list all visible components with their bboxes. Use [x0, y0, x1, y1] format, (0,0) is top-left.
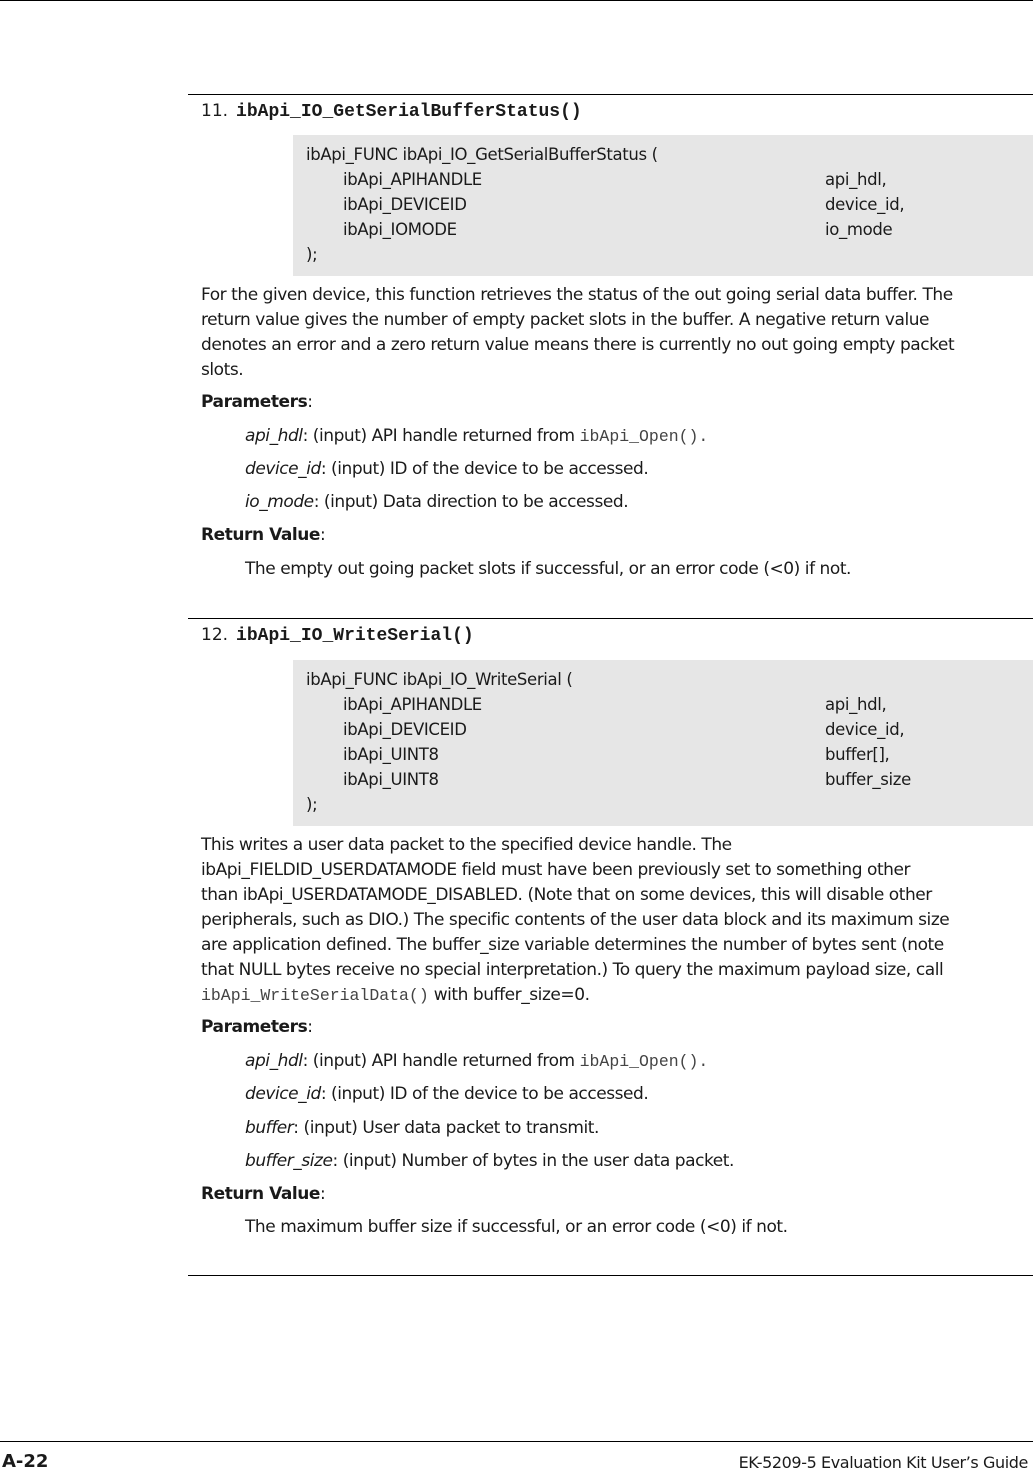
param-type: ibApi_APIHANDLE: [343, 170, 482, 189]
section-divider: [188, 94, 1033, 95]
param-name: device_id,: [825, 195, 905, 214]
signature-param: [306, 742, 1033, 767]
param-name: api_hdl,: [825, 170, 887, 189]
function-heading: [201, 101, 582, 122]
signature-param: [306, 167, 1033, 192]
signature-open: ibApi_FUNC ibApi_IO_WriteSerial (: [306, 670, 573, 689]
section-number: 12.: [201, 625, 229, 645]
code-ref: ibApi_Open().: [579, 1052, 709, 1071]
footer-rule: [0, 1441, 1033, 1442]
top-rule: [0, 0, 1033, 1]
function-signature-box: [293, 660, 1033, 826]
return-value-label: Return Value:: [201, 525, 326, 545]
return-value-text: The empty out going packet slots if successful, or an error code (<0) if not.: [245, 559, 852, 579]
section-number: 11.: [201, 101, 229, 121]
param-description: device_id: (input) ID of the device to be accessed.: [245, 459, 649, 479]
return-value-text: The maximum buffer size if successful, or an error code (<0) if not.: [245, 1217, 788, 1237]
description-line: that NULL bytes receive no special interpretation.) To query the maximum payload size, call: [201, 960, 944, 980]
param-name: device_id: [245, 459, 321, 479]
param-description: buffer: (input) User data packet to transmit.: [245, 1118, 599, 1138]
param-description: api_hdl: (input) API handle returned from ibApi_Open().: [245, 426, 709, 446]
param-name: io_mode: [245, 492, 314, 512]
code-ref: ibApi_WriteSerialData(): [201, 986, 429, 1005]
description-line: For the given device, this function retrieves the status of the out going serial data buffer. The: [201, 285, 953, 305]
signature-param: [306, 767, 1033, 792]
signature-param: [306, 217, 1033, 242]
signature-param: [306, 692, 1033, 717]
param-description: io_mode: (input) Data direction to be accessed.: [245, 492, 629, 512]
param-type: ibApi_APIHANDLE: [343, 695, 482, 714]
parameters-label: Parameters:: [201, 1017, 313, 1037]
param-name: buffer[],: [825, 745, 890, 764]
signature-close: );: [306, 795, 318, 814]
function-description: [201, 283, 1023, 383]
param-name: buffer_size: [245, 1151, 333, 1171]
param-type: ibApi_DEVICEID: [343, 195, 467, 214]
page-number: A-22: [2, 1451, 49, 1472]
signature-param: [306, 717, 1033, 742]
param-name: api_hdl,: [825, 695, 887, 714]
param-name: api_hdl: [245, 1051, 303, 1071]
param-type: ibApi_UINT8: [343, 745, 439, 764]
param-name: io_mode: [825, 220, 893, 239]
param-description: device_id: (input) ID of the device to be accessed.: [245, 1084, 649, 1104]
signature-param: [306, 192, 1033, 217]
function-signature-box: [293, 135, 1033, 276]
description-line: return value gives the number of empty packet slots in the buffer. A negative return value: [201, 310, 930, 330]
signature-close: );: [306, 245, 318, 264]
description-line: slots.: [201, 360, 244, 380]
param-name: device_id,: [825, 720, 905, 739]
return-value-label: Return Value:: [201, 1184, 326, 1204]
description-line: ibApi_WriteSerialData() with buffer_size=0.: [201, 985, 590, 1005]
param-description: buffer_size: (input) Number of bytes in the user data packet.: [245, 1151, 734, 1171]
section-divider: [188, 1275, 1033, 1276]
code-ref: ibApi_Open().: [579, 427, 709, 446]
param-name: api_hdl: [245, 426, 303, 446]
function-description: [201, 833, 1023, 1008]
param-type: ibApi_UINT8: [343, 770, 439, 789]
param-type: ibApi_DEVICEID: [343, 720, 467, 739]
description-line: are application defined. The buffer_size variable determines the number of bytes sent (note: [201, 935, 944, 955]
description-line: than ibApi_USERDATAMODE_DISABLED. (Note that on some devices, this will disable other: [201, 885, 932, 905]
param-name: buffer_size: [825, 770, 911, 789]
param-description: api_hdl: (input) API handle returned from ibApi_Open().: [245, 1051, 709, 1071]
description-line: denotes an error and a zero return value means there is currently no out going empty packet: [201, 335, 955, 355]
description-line: peripherals, such as DIO.) The specific contents of the user data block and its maximum size: [201, 910, 950, 930]
description-line: ibApi_FIELDID_USERDATAMODE field must have been previously set to something other: [201, 860, 911, 880]
function-name: ibApi_IO_WriteSerial(): [236, 626, 474, 646]
param-name: device_id: [245, 1084, 321, 1104]
section-divider: [188, 618, 1033, 619]
param-type: ibApi_IOMODE: [343, 220, 457, 239]
function-heading: [201, 625, 474, 646]
description-line: This writes a user data packet to the specified device handle. The: [201, 835, 732, 855]
parameters-label: Parameters:: [201, 392, 313, 412]
document-title: EK-5209-5 Evaluation Kit User’s Guide: [738, 1453, 1028, 1472]
signature-open: ibApi_FUNC ibApi_IO_GetSerialBufferStatus (: [306, 145, 658, 164]
param-name: buffer: [245, 1118, 294, 1138]
function-name: ibApi_IO_GetSerialBufferStatus(): [236, 102, 582, 122]
